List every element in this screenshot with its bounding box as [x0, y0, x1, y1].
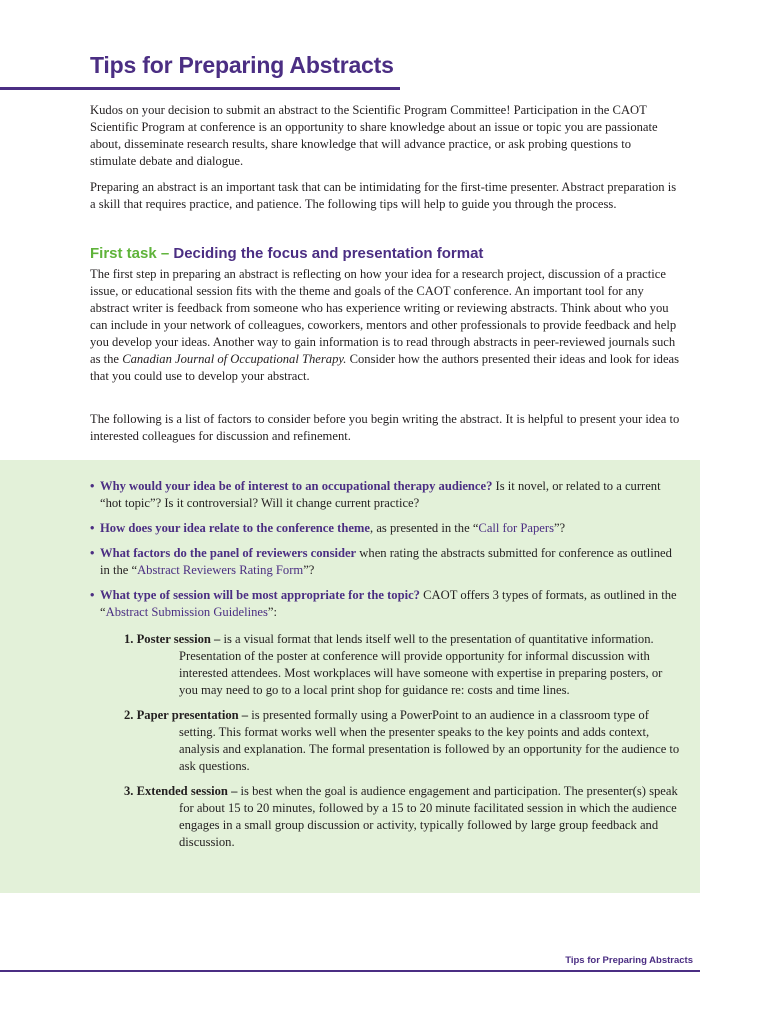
footer-title: Tips for Preparing Abstracts: [565, 955, 693, 966]
bullet-question: How does your idea relate to the conference theme: [100, 521, 371, 535]
factors-list: [90, 478, 680, 859]
call-for-papers-link[interactable]: Call for Papers: [478, 521, 554, 535]
format-item: 2. Paper presentation – is presented formally using a PowerPoint to an audience in a classroom type of setting. This format works well when the presenter speaks to the key points and adds context, analysis and explanation. The formal presentation is followed by an opportunity for the audience to ask questions.: [124, 708, 680, 773]
bullet-question: What factors do the panel of reviewers consider: [100, 546, 357, 560]
first-task-text-b: Consider how the authors presented their ideas and look for ideas that you could use to develop your abstract.: [90, 352, 680, 383]
list-item: • Why would your idea be of interest to an occupational therapy audience? Is it novel, or related to a current “hot topic”? Is it controversial? Will it change current practice?: [90, 479, 661, 510]
list-item: • What type of session will be most appropriate for the topic? CAOT offers 3 types of formats, as outlined in the “Abstract Submission Guidelines”: 1. Poster session – is a visual format that lends itself well to the presentation of quantitative information. Presentation of the poster at conference will provide opportunity for informal discussion with interested attendees. Most workplaces will have someone with expertise in preparing posters, or you may need to go to a local print shop for guidance re: costs and time lines. 2. Paper presentation – is presented formally using a PowerPoint to an audience in a classroom type of setting. This format works well when the presenter speaks to the key points and adds context, analysis and explanation. The formal presentation is followed by an opportunity for the audience to ask questions. 3. Extended session – is best when the goal is audience engagement and participation. The presenter(s) speak for about 15 to 20 minutes, followed by a 15 to 20 minute facilitated session in which the audience engages in a small group discussion or activity, typically followed by large group feedback and discussion.: [90, 588, 680, 849]
section-heading-lead: First task –: [90, 245, 174, 262]
submission-guidelines-link[interactable]: Abstract Submission Guidelines: [105, 605, 268, 619]
intro-paragraph-2: Preparing an abstract is an important task that can be intimidating for the first-time presenter. Abstract preparation is a skill that requires practice, and patience. The following tips will help to guide you through the process.: [90, 180, 677, 211]
page-title: Tips for Preparing Abstracts: [90, 52, 394, 78]
rating-form-link[interactable]: Abstract Reviewers Rating Form: [137, 563, 304, 577]
bullet-question: What type of session will be most appropriate for the topic?: [100, 588, 420, 602]
bullet-question: Why would your idea be of interest to an occupational therapy audience?: [100, 479, 493, 493]
list-item: • What factors do the panel of reviewers consider when rating the abstracts submitted for conference as outlined in the “Abstract Reviewers Rating Form”?: [90, 546, 672, 577]
title-rule: [0, 87, 400, 90]
formats-list: [124, 631, 680, 851]
first-task-text-a: The first step in preparing an abstract is reflecting on how your idea for a research project, discussion of a practice issue, or educational session fits with the theme and goals of the CAOT conference. An important tool for any abstract writer is feedback from someone who has experience writing or reviewing abstracts. Think about who you can include in your network of colleagues, coworkers, mentors and other professionals to provide feedback and help you develop your ideas. Another way to gain information is to read through abstracts in peer-reviewed journals such as the: [90, 267, 677, 366]
intro-paragraph-1: Kudos on your decision to submit an abstract to the Scientific Program Committee! Participation in the CAOT Scientific Program at conference is an opportunity to share knowledge about an issue or topic you are passionate about, disseminate research results, share knowledge that will advance practice, or ask probing questions to stimulate debate and dialogue.: [90, 103, 658, 168]
format-item: 1. Poster session – is a visual format that lends itself well to the presentation of quantitative information. Presentation of the poster at conference will provide opportunity for informal discussion with interested attendees. Most workplaces will have someone with expertise in preparing posters, or you may need to go to a local print shop for guidance re: costs and time lines.: [124, 632, 663, 697]
journal-title: Canadian Journal of Occupational Therapy.: [122, 352, 347, 366]
list-item: • How does your idea relate to the conference theme, as presented in the “Call for Papers”?: [90, 521, 566, 535]
footer-rule: [0, 970, 700, 972]
section-heading: [90, 245, 483, 262]
first-task-paragraph: [90, 266, 680, 385]
factors-paragraph: The following is a list of factors to consider before you begin writing the abstract. It is helpful to present your idea to interested colleagues for discussion and refinement.: [90, 412, 680, 443]
format-item: 3. Extended session – is best when the goal is audience engagement and participation. The presenter(s) speak for about 15 to 20 minutes, followed by a 15 to 20 minute facilitated session in which the audience engages in a small group discussion or activity, typically followed by large group feedback and discussion.: [124, 784, 678, 849]
section-heading-title: Deciding the focus and presentation format: [173, 245, 484, 262]
